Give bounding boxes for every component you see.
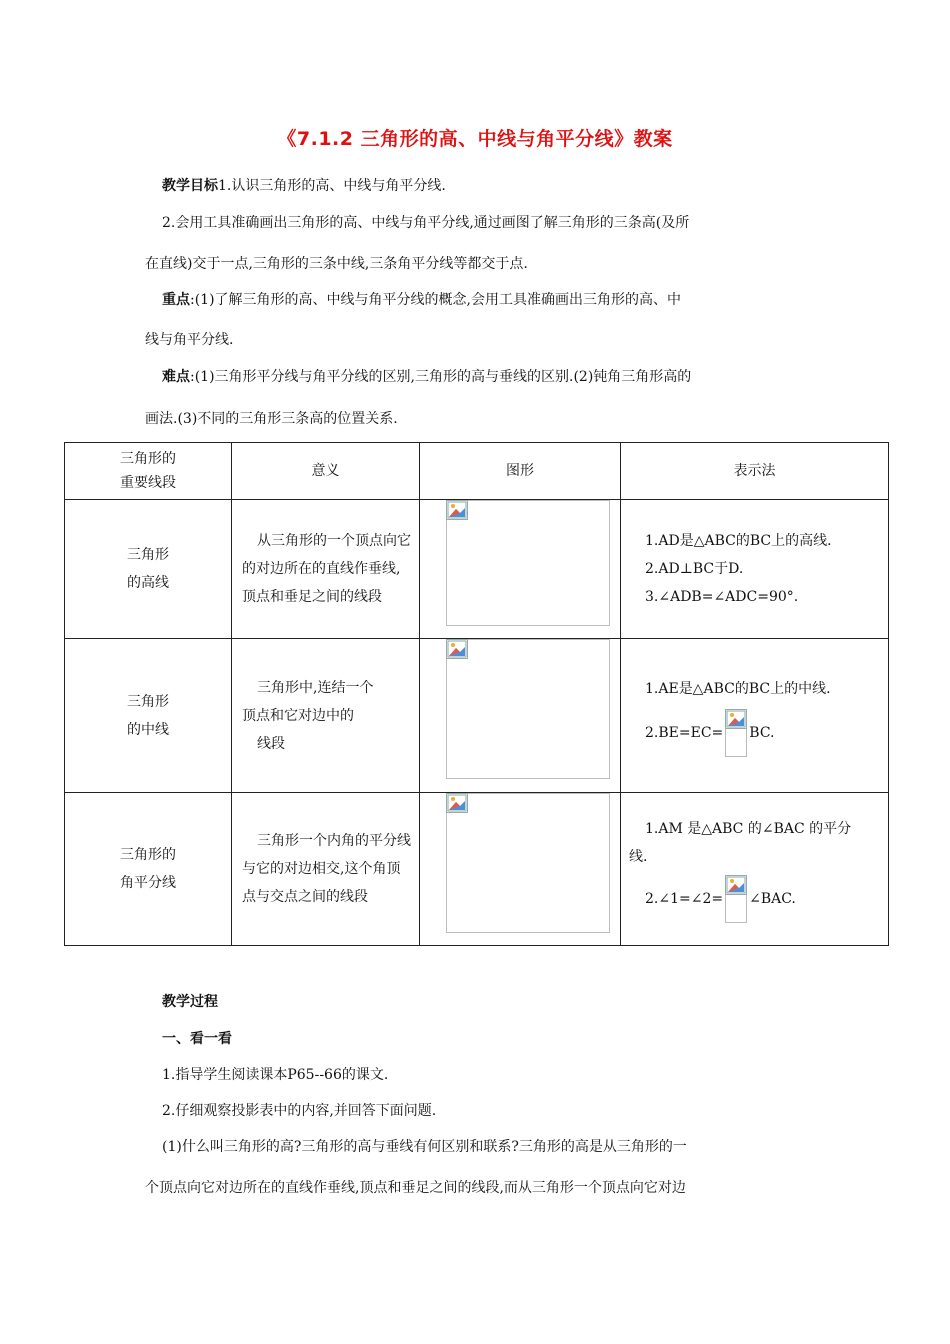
row-median-meaning: 三角形中,连结一个 顶点和它对边中的 线段 <box>232 639 420 793</box>
row-altitude-meaning: 从三角形的一个顶点向它的对边所在的直线作垂线,顶点和垂足之间的线段 <box>232 500 420 639</box>
broken-image-icon <box>446 639 468 659</box>
difficulties-label: 难点 <box>162 369 190 385</box>
table-row-altitude <box>65 500 889 639</box>
table-row-median <box>65 639 889 793</box>
row-bisector-notation: 1.AM 是△ABC 的∠BAC 的平分 线. 2.∠1=∠2= ∠BAC. <box>621 793 889 946</box>
key-points-text: :(1)了解三角形的高、中线与角平分线的概念,会用工具准确画出三角形的高、中 <box>190 292 681 308</box>
table-row-bisector <box>65 793 889 946</box>
process-heading: 教学过程 <box>162 994 218 1010</box>
key-points-line2: 线与角平分线. <box>145 332 234 348</box>
difficulties-line2: 画法.(3)不同的三角形三条高的位置关系. <box>145 411 398 427</box>
objectives-item1: 1.认识三角形的高、中线与角平分线. <box>218 178 446 194</box>
segments-table <box>64 442 889 946</box>
key-points-line1 <box>162 290 681 310</box>
row-bisector-figure <box>420 793 621 946</box>
row-bisector-name: 三角形的 角平分线 <box>65 793 232 946</box>
row-bisector-meaning: 三角形一个内角的平分线与它的对边相交,这个角顶点与交点之间的线段 <box>232 793 420 946</box>
altitude-figure-frame <box>446 500 610 626</box>
header-meaning: 意义 <box>232 443 420 500</box>
row-altitude-figure <box>420 500 621 639</box>
objectives-label: 教学目标 <box>162 178 218 194</box>
broken-image-icon <box>446 793 468 813</box>
row-altitude-notation: 1.AD是△ABC的BC上的高线. 2.AD⊥BC于D. 3.∠ADB=∠ADC=90°. <box>621 500 889 639</box>
header-notation: 表示法 <box>621 443 889 500</box>
row-median-figure <box>420 639 621 793</box>
objectives-line1 <box>162 176 446 196</box>
objectives-item2-line2: 在直线)交于一点,三角形的三条中线,三条角平分线等都交于点. <box>145 256 528 272</box>
broken-image-icon <box>725 875 747 895</box>
difficulties-line1 <box>162 367 691 387</box>
fraction-image <box>725 709 747 757</box>
process-p1: 1.指导学生阅读课本P65--66的课文. <box>162 1067 389 1083</box>
objectives-item2-line1: 2.会用工具准确画出三角形的高、中线与角平分线,通过画图了解三角形的三条高(及所 <box>162 215 690 231</box>
header-segment: 三角形的 重要线段 <box>65 443 232 500</box>
bisector-figure-frame <box>446 793 610 933</box>
table-header-row <box>65 443 889 500</box>
row-altitude-name: 三角形 的高线 <box>65 500 232 639</box>
row-median-notation: 1.AE是△ABC的BC上的中线. 2.BE=EC= BC. <box>621 639 889 793</box>
key-points-label: 重点 <box>162 292 190 308</box>
process-p3-line1: (1)什么叫三角形的高?三角形的高与垂线有何区别和联系?三角形的高是从三角形的一 <box>162 1139 687 1155</box>
header-figure: 图形 <box>420 443 621 500</box>
fraction-image <box>725 875 747 923</box>
process-p3-line2: 个顶点向它对边所在的直线作垂线,顶点和垂足之间的线段,而从三角形一个顶点向它对边 <box>145 1180 686 1196</box>
difficulties-text: :(1)三角形平分线与角平分线的区别,三角形的高与垂线的区别.(2)钝角三角形高的 <box>190 369 692 385</box>
row-median-name: 三角形 的中线 <box>65 639 232 793</box>
median-figure-frame <box>446 639 610 779</box>
broken-image-icon <box>446 500 468 520</box>
process-p2: 2.仔细观察投影表中的内容,并回答下面问题. <box>162 1103 437 1119</box>
document-title: 《7.1.2 三角形的高、中线与角平分线》教案 <box>277 128 673 150</box>
broken-image-icon <box>725 709 747 729</box>
section-heading-look: 一、看一看 <box>162 1031 232 1047</box>
